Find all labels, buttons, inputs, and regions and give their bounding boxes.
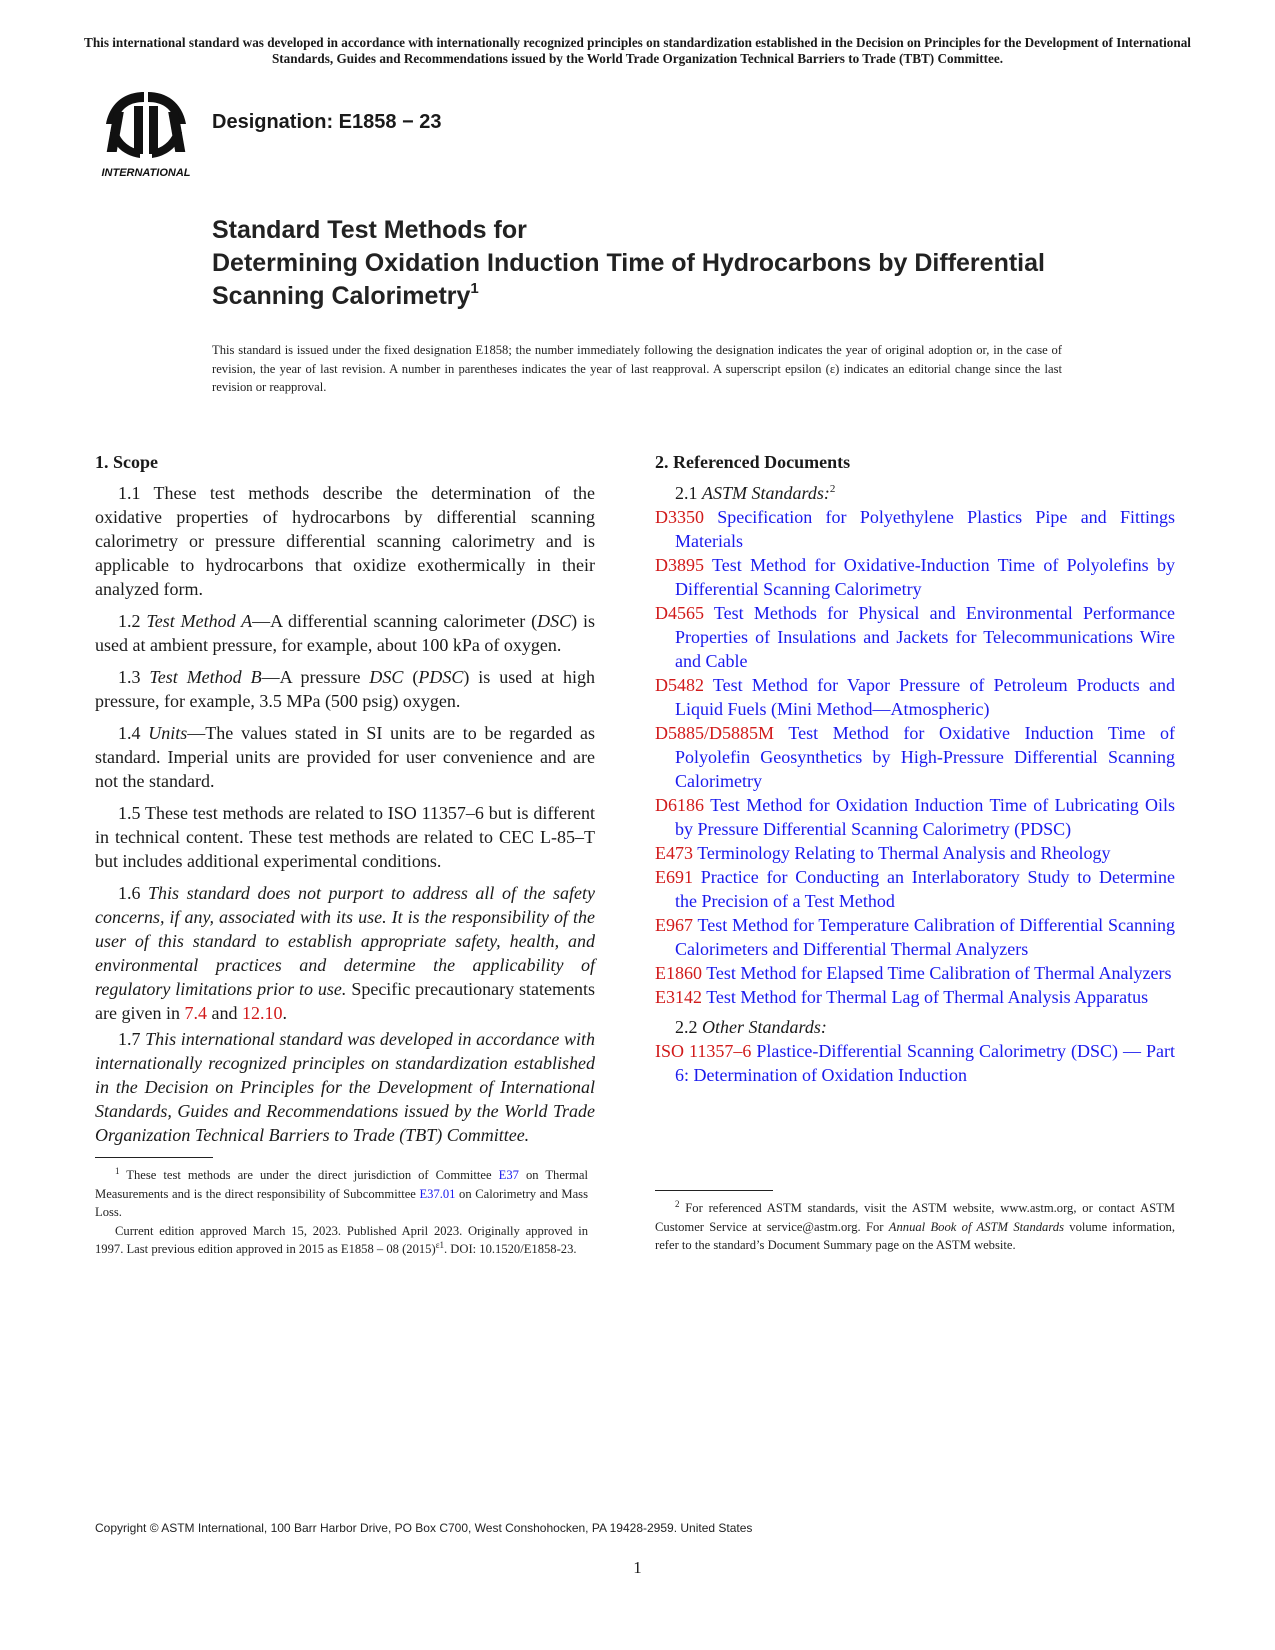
ref-item[interactable]: E1860 Test Method for Elapsed Time Calibration of Thermal Analyzers bbox=[655, 963, 1172, 983]
scope-1-5: 1.5 These test methods are related to ISO 11357–6 but is different in technical content. These test methods are related to CEC L-85–T but includes additional experimental conditions. bbox=[95, 803, 595, 871]
footnote-1: $^1$ These test methods are under the direct jurisdiction of Committee E37 on Thermal Measurements and is the direct responsibility of Subcommittee E37.01 on Calorimetry and Mass Loss. Current edition approved March 15, 2023. Published April 2023. Originally approved in 1997. Last previous edition approved in 2015 as E1858 – 08 $(2015)^{\varepsilon 1}$. DOI: 10.1520/E1858-23. bbox=[95, 1166, 588, 1256]
footnote-rule-left bbox=[95, 1157, 213, 1158]
title-footnote-mark: 1 bbox=[470, 280, 479, 297]
title-line-2: Determining Oxidation Induction Time of Hydrocarbons by Differential Scanning Calorimetry bbox=[212, 249, 1045, 310]
footnote-rule-right bbox=[655, 1190, 773, 1191]
ref-item[interactable]: D3895 Test Method for Oxidative-Induction Time of Polyolefins by Differential Scanning Calorimetry bbox=[655, 555, 1175, 599]
ref-item[interactable]: ISO 11357–6 Plastice-Differential Scanning Calorimetry (DSC) — Part 6: Determination of Oxidation Induction bbox=[655, 1041, 1176, 1085]
section-ref-7-4[interactable]: 7.4 bbox=[184, 1003, 207, 1023]
ref-item[interactable]: E967 Test Method for Temperature Calibration of Differential Scanning Calorimeters and Differential Thermal Analyzers bbox=[655, 915, 1175, 959]
ref-item[interactable]: D5885/D5885M Test Method for Oxidative Induction Time of Polyolefin Geosynthetics by High-Pressure Differential Scanning Calorimetry bbox=[655, 723, 1175, 791]
right-column bbox=[655, 450, 1175, 1087]
scope-1-7: 1.7 This international standard was developed in accordance with internationally recognized principles on standardization established in the Decision on Principles for the Development of International Standards, Guides and Recommendations issued by the World Trade Organization Technical Barriers to Trade (TBT) Committee. bbox=[95, 1029, 595, 1145]
ref-item[interactable]: D6186 Test Method for Oxidation Induction Time of Lubricating Oils by Pressure Differential Scanning Calorimetry (PDSC) bbox=[655, 795, 1175, 839]
ref-item[interactable]: E691 Practice for Conducting an Interlaboratory Study to Determine the Precision of a Test Method bbox=[655, 867, 1175, 911]
section-ref-12-10[interactable]: 12.10 bbox=[241, 1003, 283, 1023]
issued-note: This standard is issued under the fixed designation E1858; the number immediately following the designation indicates the year of original adoption or, in the case of revision, the year of last revision. A number in parentheses indicates the year of last reapproval. A superscript epsilon (ε) indicates an editorial change since the last revision or reapproval. bbox=[212, 343, 1062, 394]
designation: Designation: E1858 − 23 bbox=[212, 111, 442, 133]
astm-logo bbox=[96, 88, 196, 180]
ref-item[interactable]: D5482 Test Method for Vapor Pressure of Petroleum Products and Liquid Fuels (Mini Method—Atmospheric) bbox=[655, 675, 1175, 719]
title-line-1: Standard Test Methods for bbox=[212, 216, 527, 244]
footnote-2: $^2$ For referenced ASTM standards, visit the ASTM website, www.astm.org, or contact ASTM Customer Service at service@astm.org. For Annual Book of ASTM Standards volume information, refer to the standard’s Document Summary page on the ASTM website. bbox=[655, 1199, 1175, 1252]
ref-item[interactable]: E3142 Test Method for Thermal Lag of Thermal Analysis Apparatus bbox=[655, 987, 1149, 1007]
ref-item[interactable]: D4565 Test Methods for Physical and Environmental Performance Properties of Insulations and Jackets for Telecommunications Wire and Cable bbox=[655, 603, 1175, 671]
left-column bbox=[95, 450, 595, 1155]
scope-1-2: 1.2 Test Method A—A differential scanning calorimeter (DSC) is used at ambient pressure, for example, about 100 kPa of oxygen. bbox=[95, 611, 596, 655]
scope-1-4: 1.4 Units—The values stated in SI units are to be regarded as standard. Imperial units are provided for user convenience and are not the standard. bbox=[95, 723, 595, 791]
referenced-heading: 2. Referenced Documents bbox=[655, 452, 851, 472]
astm-standards-label: 2.1 ASTM Standards:$^2$ bbox=[675, 483, 836, 503]
committee-e37-link[interactable]: E37 bbox=[498, 1168, 519, 1182]
scope-1-3: 1.3 Test Method B—A pressure DSC (PDSC) is used at high pressure, for example, 3.5 MPa (500 psig) oxygen. bbox=[95, 667, 596, 711]
ref-item[interactable]: E473 Terminology Relating to Thermal Analysis and Rheology bbox=[655, 843, 1111, 863]
astm-standards-list bbox=[655, 505, 1175, 1009]
subcommittee-e37-01-link[interactable]: E37.01 bbox=[419, 1186, 456, 1201]
document-title bbox=[212, 214, 1112, 313]
scope-1-1: 1.1 These test methods describe the determination of the oxidative properties of hydrocarbons by differential scanning calorimetry or pressure differential scanning calorimetry and is applicable to hydrocarbons that oxidize exothermically in their analyzed form. bbox=[95, 483, 595, 599]
header-notice: This international standard was developed in accordance with internationally recognized principles on standardization established in the Decision on Principles for the Development of International Standards, Guides and Recommendations issued by the World Trade Organization Technical Barriers to Trade (TBT) Committee. bbox=[84, 35, 1191, 66]
ref-item[interactable]: D3350 Specification for Polyethylene Plastics Pipe and Fittings Materials bbox=[655, 507, 1175, 551]
other-standards-label: 2.2 Other Standards: bbox=[675, 1017, 827, 1037]
scope-1-6: 1.6 This standard does not purport to address all of the safety concerns, if any, associated with its use. It is the responsibility of the user of this standard to establish appropriate safety, health, and environmental practices and determine the applicability of regulatory limitations prior to use. Specific precautionary statements are given in 7.4 and 12.10. bbox=[95, 883, 596, 1023]
astm-logo-icon bbox=[96, 88, 196, 180]
copyright: Copyright © ASTM International, 100 Barr Harbor Drive, PO Box C700, West Conshohocken, PA 19428-2959. United States bbox=[95, 1521, 753, 1535]
page-number: 1 bbox=[633, 1558, 642, 1577]
logo-caption: INTERNATIONAL bbox=[101, 167, 191, 179]
scope-heading: 1. Scope bbox=[95, 452, 158, 472]
